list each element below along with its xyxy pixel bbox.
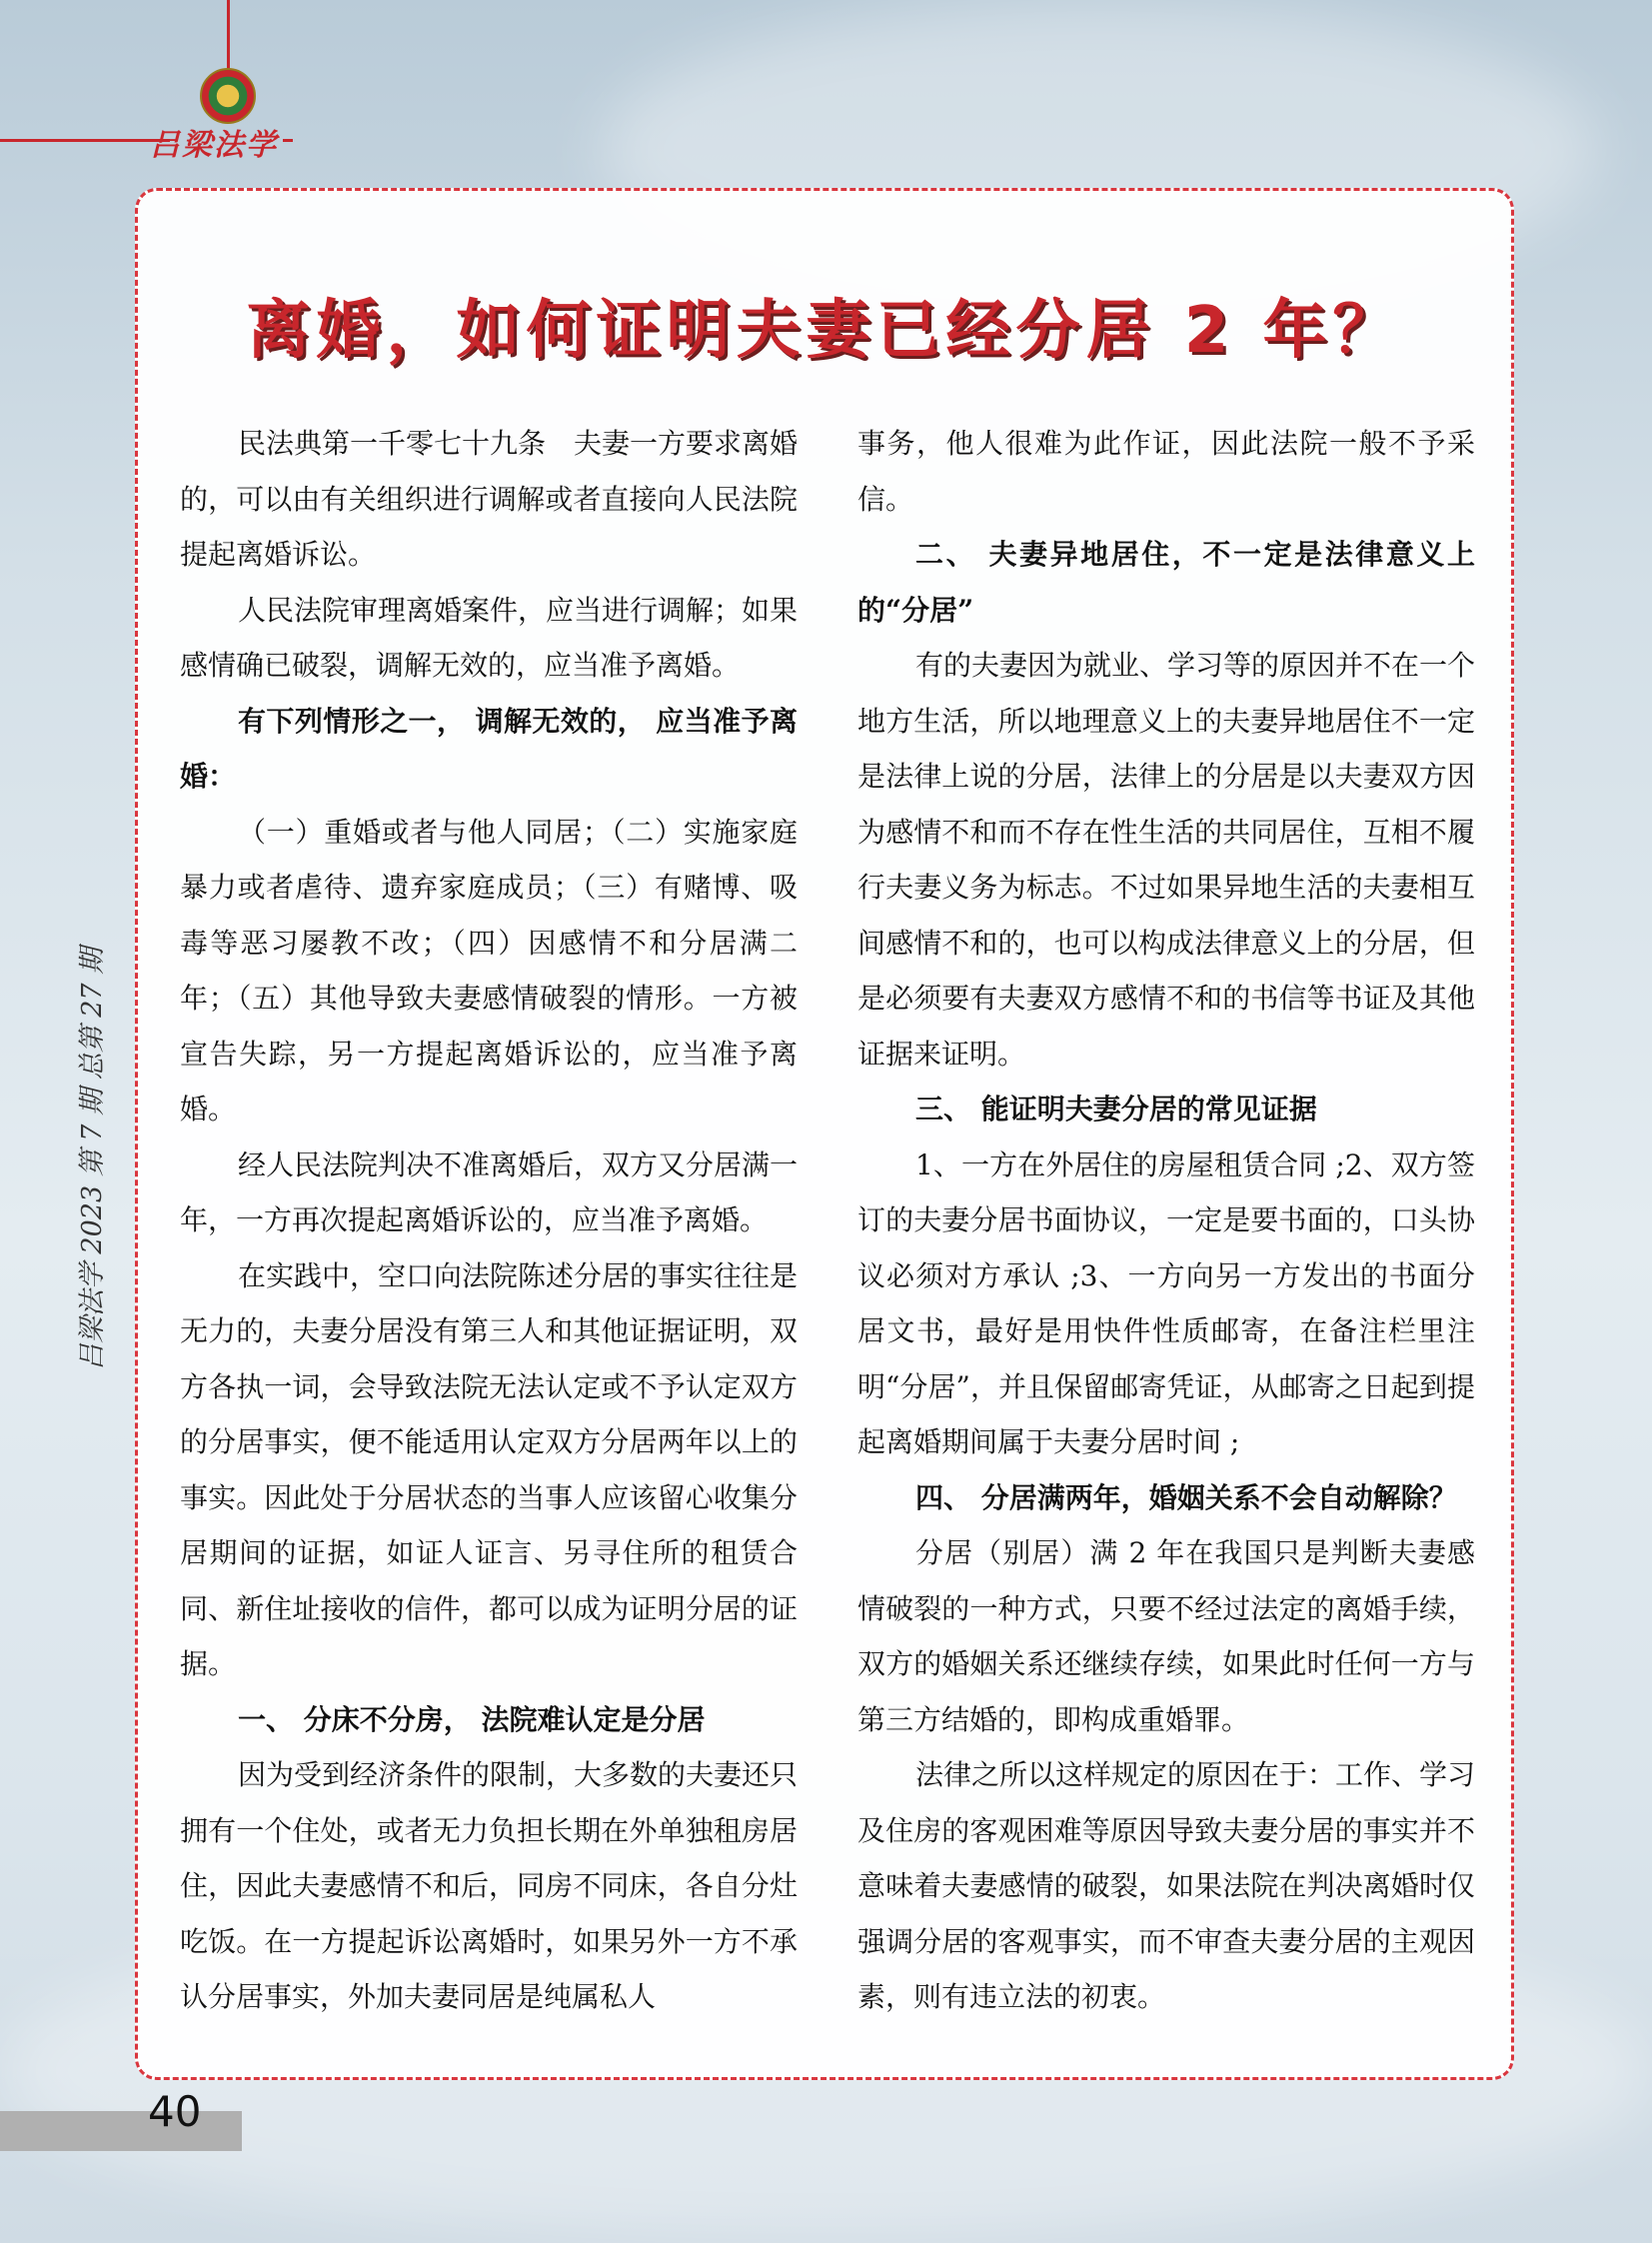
decorative-red-horizontal-line: [0, 139, 170, 142]
paragraph: 在实践中，空口向法院陈述分居的事实往往是无力的，夫妻分居没有第三人和其他证据证明，双方各执一词，会导致法院无法认定或不予认定双方的分居事实，便不能适用认定双方分居两年以上的事实。因此处于分居状态的当事人应该留心收集分居期间的证据，如证人证言、另寻住所的租赁合同、新住址接收的信件，都可以成为证明分居的证据。: [180, 1258, 799, 1680]
article-panel: [135, 188, 1514, 2080]
article-title: 离婚，如何证明夫妻已经分居 2 年？: [246, 294, 1403, 368]
paragraph: 人民法院审理离婚案件，应当进行调解；如果感情确已破裂，调解无效的，应当准予离婚。: [180, 593, 799, 682]
left-column: [180, 416, 798, 2025]
paragraph: 事务，他人很难为此作证，因此法院一般不予采信。: [857, 427, 1475, 516]
paragraph-bold: 有下列情形之一， 调解无效的， 应当准予离婚：: [180, 704, 798, 793]
page-number: 40: [148, 2087, 202, 2136]
paragraph: （一）重婚或者与他人同居；（二）实施家庭暴力或者虐待、遗弃家庭成员；（三）有赌博、吸毒等恶习屡教不改；（四）因感情不和分居满二年；（五）其他导致夫妻感情破裂的情形。一方被宣告失踪，另一方提起离婚诉讼的，应当准予离婚。: [180, 815, 798, 1125]
page-number-bar: [0, 2111, 242, 2151]
paragraph: 民法典第一千零七十九条 夫妻一方要求离婚的，可以由有关组织进行调解或者直接向人民法院提起离婚诉讼。: [180, 427, 799, 571]
paragraph: 经人民法院判决不准离婚后，双方又分居满一年，一方再次提起离婚诉讼的，应当准予离婚。: [180, 1147, 799, 1236]
section-heading: 三、 能证明夫妻分居的常见证据: [915, 1093, 1317, 1125]
side-issue-label: [60, 920, 120, 1419]
paragraph: 有的夫妻因为就业、学习等的原因并不在一个地方生活，所以地理意义上的夫妻异地居住不一定是法律上说的分居，法律上的分居是以夫妻双方因为感情不和而不存在性生活的共同居住，互相不履行夫妻义务为标志。不过如果异地生活的夫妻相互间感情不和的，也可以构成法律意义上的分居，但是必须要有夫妻双方感情不和的书信等书证及其他证据来证明。: [857, 649, 1476, 1071]
paragraph: 1、一方在外居住的房屋租赁合同 ;2、双方签订的夫妻分居书面协议，一定是要书面的，口头协议必须对方承认 ;3、一方向另一方发出的书面分居文书，最好是用快件性质邮寄，在备注栏里注明“分居”，并且保留邮寄凭证，从邮寄之日起到提起离婚期间属于夫妻分居时间 ;: [857, 1147, 1475, 1458]
right-column: [857, 416, 1475, 2025]
paragraph: 因为受到经济条件的限制，大多数的夫妻还只拥有一个住处，或者无力负担长期在外单独租房居住，因此夫妻感情不和后，同房不同床，各自分灶吃饭。在一方提起诉讼离婚时，如果另外一方不承认分居事实，外加夫妻同居是纯属私人: [180, 1758, 799, 2013]
paragraph: 法律之所以这样规定的原因在于：工作、学习及住房的客观困难等原因导致夫妻分居的事实并不意味着夫妻感情的破裂，如果法院在判决离婚时仅强调分居的客观事实，而不审查夫妻分居的主观因素，则有违立法的初衷。: [857, 1758, 1476, 2013]
paragraph: 分居（别居）满 2 年在我国只是判断夫妻感情破裂的一种方式，只要不经过法定的离婚手续，双方的婚姻关系还继续存续，如果此时任何一方与第三方结婚的，即构成重婚罪。: [857, 1536, 1475, 1736]
journal-emblem-icon: [200, 68, 256, 124]
side-issue-text: 吕梁法学 2023 第 7 期 总第 27 期: [77, 947, 109, 1371]
decorative-red-horizontal-line: [283, 139, 293, 142]
section-heading: 一、 分床不分房， 法院难认定是分居: [238, 1702, 706, 1736]
section-heading: 二、 夫妻异地居住，不一定是法律意义上的“分居”: [857, 538, 1475, 627]
section-heading: 四、 分居满两年，婚姻关系不会自动解除？: [915, 1480, 1457, 1514]
journal-logo-text: 吕梁法学: [150, 128, 278, 163]
